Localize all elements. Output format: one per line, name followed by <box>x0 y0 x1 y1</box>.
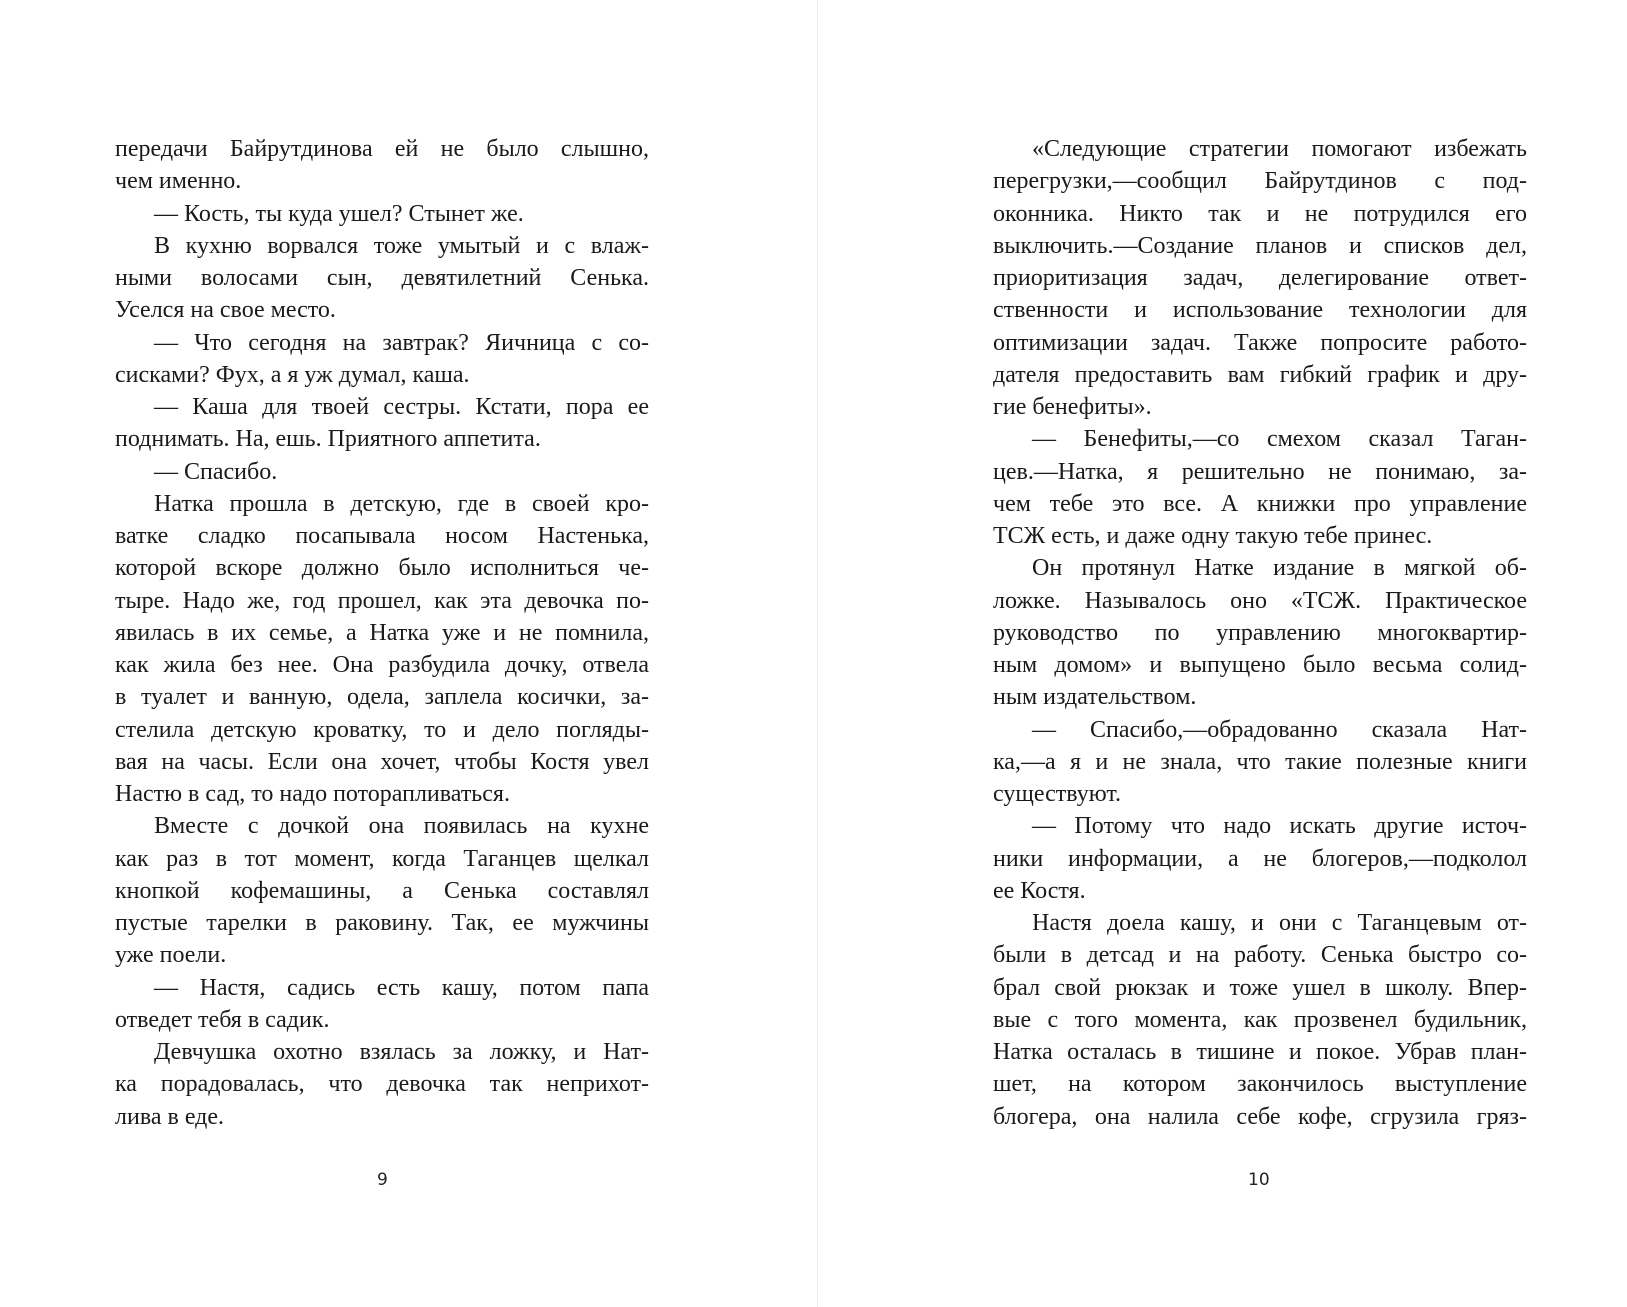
text-line: тыре. Надо же, год прошел, как эта девочка по- <box>115 587 649 614</box>
paragraph <box>115 456 649 488</box>
text-line: ложке. Называлось оно «ТСЖ. Практическое <box>993 587 1527 614</box>
text-line: В кухню ворвался тоже умытый и с влаж- <box>154 232 649 259</box>
text-line: ватке сладко посапывала носом Настенька, <box>115 523 649 549</box>
text-line: Он протянул Натке издание в мягкой об- <box>1032 555 1527 582</box>
paragraph <box>993 810 1527 907</box>
text-line: существуют. <box>993 781 1122 807</box>
text-line: как раз в тот момент, когда Таганцев щелкал <box>115 845 649 872</box>
text-line: Настю в сад, то надо поторапливаться. <box>115 781 510 807</box>
paragraph <box>115 972 649 1037</box>
text-line: ными волосами сын, девятилетний Сенька. <box>115 265 649 291</box>
text-line: руководство по управлению многоквартир- <box>993 619 1527 646</box>
right-page-text <box>993 133 1527 1133</box>
text-line: брал свой рюкзак и тоже ушел в школу. Впер- <box>993 974 1527 1001</box>
text-line: Уселся на свое место. <box>115 297 336 324</box>
paragraph <box>115 327 649 392</box>
text-line: Натка осталась в тишине и покое. Убрав план- <box>993 1039 1527 1065</box>
text-line: — Настя, садись есть кашу, потом папа <box>154 974 649 1001</box>
left-page-text <box>115 133 649 1133</box>
text-line: ственности и использование технологии для <box>993 297 1527 324</box>
text-line: поднимать. На, ешь. Приятного аппетита. <box>115 426 541 453</box>
text-line: — Спасибо,—обрадованно сказала Нат- <box>1032 716 1527 743</box>
text-line: ным издательством. <box>993 684 1197 711</box>
paragraph <box>993 907 1527 1133</box>
text-line: дателя предоставить вам гибкий график и дру- <box>993 361 1527 388</box>
paragraph <box>115 488 649 811</box>
text-line: были в детсад и на работу. Сенька быстро со- <box>993 942 1527 969</box>
paragraph <box>115 133 649 198</box>
paragraph <box>993 552 1527 713</box>
paragraph <box>115 198 649 230</box>
text-line: лива в еде. <box>115 1103 225 1130</box>
paragraph <box>993 133 1527 423</box>
text-line: отведет тебя в садик. <box>115 1006 330 1033</box>
paragraph <box>115 230 649 327</box>
text-line: как жила без нее. Она разбудила дочку, отвела <box>115 652 649 678</box>
text-line: Вместе с дочкой она появилась на кухне <box>154 813 649 840</box>
text-line: передачи Байрутдинова ей не было слышно, <box>115 136 649 162</box>
text-line: стелила детскую кроватку, то и дело погляды- <box>115 716 649 743</box>
text-line: «Следующие стратегии помогают избежать <box>1032 136 1527 162</box>
text-line: ники информации, а не блогеров,—подколол <box>993 845 1527 872</box>
page-number-right: 10 <box>1248 1170 1270 1190</box>
text-line: приоритизация задач, делегирование ответ- <box>993 265 1527 291</box>
text-line: ным домом» и выпущено было весьма солид- <box>993 652 1527 678</box>
paragraph <box>993 423 1527 552</box>
text-line: оптимизации задач. Также попросите работо- <box>993 329 1527 356</box>
text-line: вая на часы. Если она хочет, чтобы Костя увел <box>115 748 649 775</box>
text-line: — Бенефиты,—со смехом сказал Таган- <box>1032 426 1527 453</box>
text-line: пустые тарелки в раковину. Так, ее мужчины <box>115 910 649 936</box>
text-line: сисками? Фух, а я уж думал, каша. <box>115 361 470 388</box>
text-line: чем именно. <box>115 168 242 195</box>
text-line: цев.—Натка, я решительно не понимаю, за- <box>993 458 1527 485</box>
text-line: — Кость, ты куда ушел? Стынет же. <box>154 200 524 227</box>
text-line: перегрузки,—сообщил Байрутдинов с под- <box>993 168 1527 195</box>
text-line: гие бенефиты». <box>993 394 1152 420</box>
text-line: в туалет и ванную, одела, заплела косички, за- <box>115 684 649 711</box>
text-line: явилась в их семье, а Натка уже и не помнила, <box>115 619 649 646</box>
paragraph <box>993 714 1527 811</box>
text-line: блогера, она налила себе кофе, сгрузила гряз- <box>993 1103 1527 1130</box>
text-line: выключить.—Создание планов и списков дел, <box>993 232 1527 259</box>
text-line: — Что сегодня на завтрак? Яичница с со- <box>154 329 649 356</box>
text-line: — Потому что надо искать другие источ- <box>1032 813 1527 840</box>
text-line: кнопкой кофемашины, а Сенька составлял <box>115 877 649 904</box>
text-line: уже поели. <box>115 942 227 969</box>
text-line: Натка прошла в детскую, где в своей кро- <box>154 490 649 517</box>
text-line: — Каша для твоей сестры. Кстати, пора ее <box>154 394 649 420</box>
text-line: Девчушка охотно взялась за ложку, и Нат- <box>154 1039 649 1065</box>
text-line: которой вскоре должно было исполниться че- <box>115 555 649 582</box>
text-line: ее Костя. <box>993 877 1086 904</box>
paragraph <box>115 810 649 971</box>
paragraph <box>115 391 649 456</box>
text-line: ка порадовалась, что девочка так неприхот- <box>115 1071 649 1098</box>
text-line: — Спасибо. <box>154 458 278 485</box>
text-line: ТСЖ есть, и даже одну такую тебе принес. <box>993 523 1433 549</box>
text-line: ка,—а я и не знала, что такие полезные книги <box>993 748 1527 775</box>
text-line: вые с того момента, как прозвенел будильник, <box>993 1006 1527 1033</box>
text-line: оконника. Никто так и не потрудился его <box>993 200 1527 227</box>
paragraph <box>115 1036 649 1133</box>
page-number-left: 9 <box>377 1170 388 1190</box>
text-line: Настя доела кашу, и они с Таганцевым от- <box>1032 910 1527 936</box>
text-line: шет, на котором закончилось выступление <box>993 1071 1527 1098</box>
text-line: чем тебе это все. А книжки про управление <box>993 490 1527 517</box>
right-page <box>818 0 1627 1307</box>
